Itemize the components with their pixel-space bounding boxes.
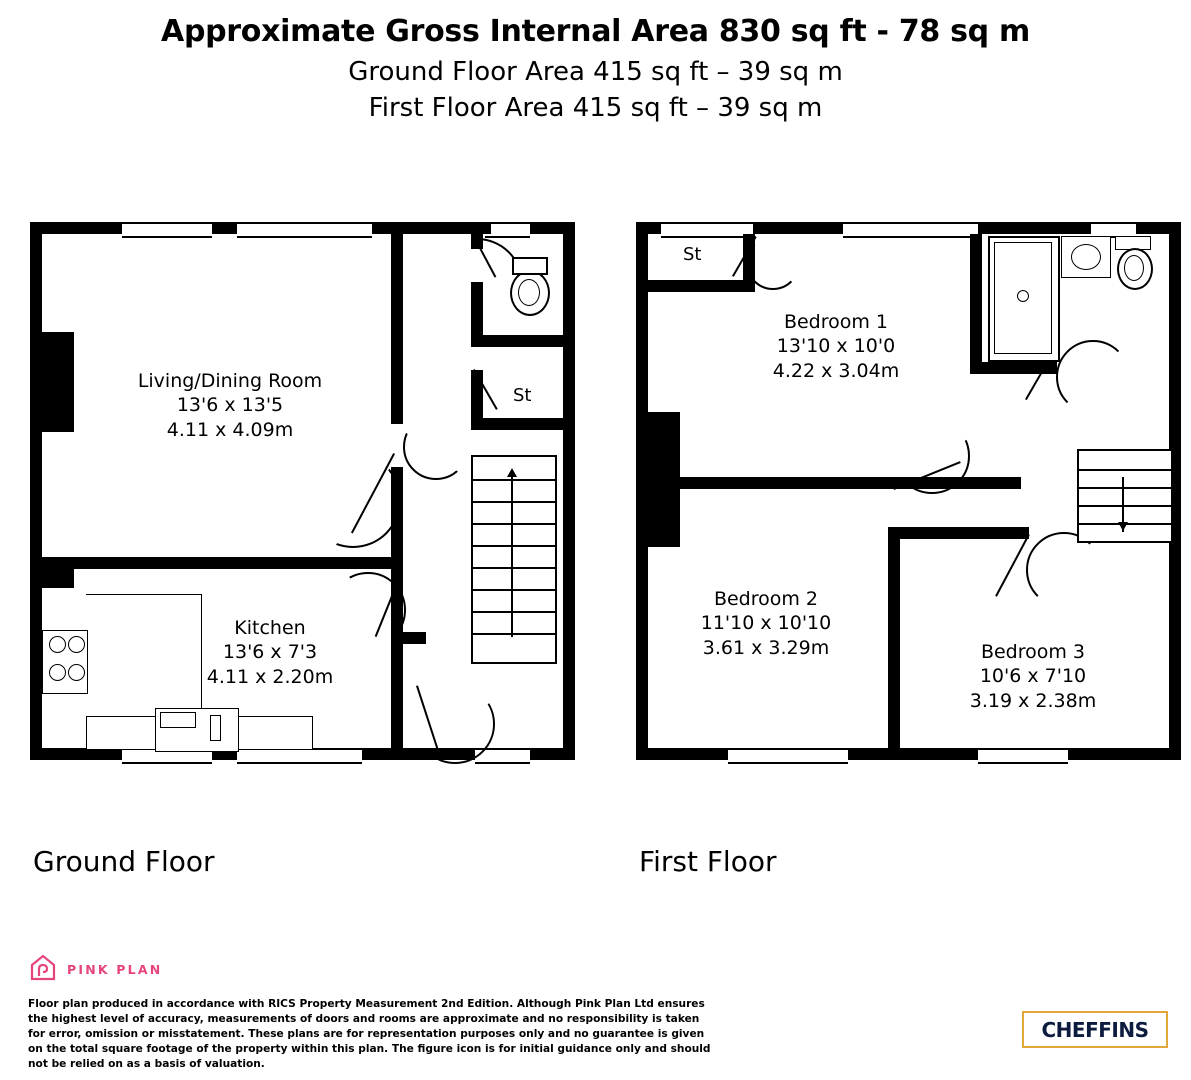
agent-logo-cheffins (1022, 1011, 1168, 1048)
wall-left-upper-ff (636, 222, 648, 412)
window-top-2 (237, 222, 372, 238)
room-dims-imperial-living-dining: 13'6 x 13'5 (176, 394, 284, 417)
first-floor-caption: First Floor (639, 845, 777, 878)
hob-ring-4 (68, 664, 85, 681)
toilet-bowl-inner-ground (518, 279, 540, 306)
window-top-1 (122, 222, 212, 238)
first-floor-plan (636, 222, 1181, 782)
door-swing-store-ff (746, 236, 800, 290)
toilet-bowl-inner-ff (1124, 255, 1144, 281)
shower-drain-ff (1017, 290, 1029, 302)
wall-internal-hall-vertical (391, 234, 403, 424)
room-dims-metric-bedroom-1: 4.22 x 3.04m (772, 359, 900, 382)
ground-floor-plan (30, 222, 575, 782)
window-bottom-2 (237, 748, 362, 764)
store-label-first: St (683, 244, 702, 265)
stair-direction-arrow-first (1118, 522, 1128, 531)
room-dims-imperial-bedroom-2: 11'10 x 10'10 (700, 612, 832, 635)
room-label-living-dining (80, 369, 380, 442)
window-top-2-ff (843, 222, 978, 238)
pink-plan-logo (28, 952, 162, 986)
wall-bottom-left-ff (636, 748, 728, 760)
wall-landing-horizontal-ff (888, 527, 994, 539)
room-label-kitchen (150, 616, 390, 689)
wall-right-upper (471, 222, 491, 234)
wall-right-outer (563, 222, 575, 760)
room-name-bedroom-2: Bedroom 2 (713, 588, 819, 610)
hob-ring-2 (68, 636, 85, 653)
wall-left-lower (30, 588, 42, 760)
door-swing-hall (403, 414, 469, 480)
door-leaf-front (416, 685, 440, 754)
wall-top-left (30, 222, 122, 234)
wall-top-right-ff (978, 222, 1097, 234)
door-swing-bedroom3-ff (1026, 532, 1102, 608)
wall-left-mid (30, 432, 42, 562)
wall-bedroom1-bottom-2-ff (981, 477, 1021, 489)
stair-direction-arrow-ground (507, 468, 517, 477)
room-dims-metric-kitchen: 4.11 x 2.20m (206, 665, 334, 688)
ground-floor-caption: Ground Floor (33, 845, 215, 878)
wall-store-bottom-ff (648, 280, 755, 292)
wall-landing-horizontal-2-ff (994, 527, 1029, 539)
wall-top-mid-ff (753, 222, 843, 234)
window-bottom-2-ff (978, 748, 1068, 764)
disclaimer-text: Floor plan produced in accordance with RICS Property Measurement 2nd Edition. Although Pink Plan Ltd ensures the highest level of accuracy, measurements of doors and rooms are approximate and no responsibility is taken for error, omission or misstatement. These plans are for representation purposes only and no guarantee is given on the total square footage of the property within this plan. The figure icon is for initial guidance only and should not be relied on as a basis of valuation. (28, 998, 711, 1071)
washbasin-bowl-ff (1071, 244, 1101, 270)
wall-top-mid (212, 222, 237, 234)
window-top-3 (485, 222, 530, 238)
staircase-ground (471, 455, 557, 664)
hob-ring-1 (49, 636, 66, 653)
stair-direction-line-ground (511, 477, 513, 637)
wall-bottom-mid-ff (848, 748, 978, 760)
wall-internal-hall-right (391, 644, 403, 748)
pink-plan-label: PINK PLAN (67, 961, 163, 977)
room-dims-metric-bedroom-3: 3.19 x 2.38m (969, 689, 1097, 712)
wall-internal-kitchen-divider (42, 557, 403, 569)
wall-bottom-mid-2 (362, 748, 391, 760)
house-icon (28, 952, 58, 986)
sink-drainer (160, 712, 196, 728)
gross-internal-area-title: Approximate Gross Internal Area 830 sq ft - 78 sq m (161, 14, 1030, 49)
room-name-living-dining: Living/Dining Room (137, 370, 323, 392)
store-label-ground: St (513, 385, 532, 406)
door-leaf-bedroom3-ff (995, 534, 1030, 597)
room-label-bedroom-2 (646, 587, 886, 660)
room-label-bedroom-1 (696, 310, 976, 383)
room-name-kitchen: Kitchen (234, 617, 306, 639)
wall-store-bottom (471, 418, 563, 430)
wall-bathroom-bottom-ff (970, 362, 1032, 374)
ground-floor-area-subtitle: Ground Floor Area 415 sq ft – 39 sq m (348, 57, 843, 87)
toilet-cistern-ground (512, 257, 548, 275)
room-name-bedroom-3: Bedroom 3 (980, 641, 1086, 663)
wall-bottom-right-ff (1068, 748, 1181, 760)
agent-name-label: CHEFFINS (1041, 1017, 1149, 1042)
window-top-1-ff (661, 222, 753, 238)
first-floor-area-subtitle: First Floor Area 415 sq ft – 39 sq m (368, 93, 823, 123)
wall-landing-vertical-ff (888, 527, 900, 760)
wall-left-chimney (30, 332, 74, 432)
door-swing-bathroom-ff (1056, 340, 1130, 414)
wall-left-upper (30, 222, 42, 332)
wall-left-chimney-ff (636, 412, 680, 547)
room-dims-imperial-bedroom-3: 10'6 x 7'10 (979, 665, 1087, 688)
room-dims-metric-living-dining: 4.11 x 4.09m (166, 418, 294, 441)
window-bottom-1-ff (728, 748, 848, 764)
wall-wc-bottom (471, 335, 563, 347)
sink-tap (210, 715, 221, 741)
room-label-bedroom-3 (908, 640, 1158, 713)
room-dims-metric-bedroom-2: 3.61 x 3.29m (702, 636, 830, 659)
wall-bottom-left (30, 748, 122, 760)
plan-heading (0, 14, 1191, 123)
room-name-bedroom-1: Bedroom 1 (783, 311, 889, 333)
hob-ring-3 (49, 664, 66, 681)
room-dims-imperial-bedroom-1: 13'10 x 10'0 (776, 335, 896, 358)
room-dims-imperial-kitchen: 13'6 x 7'3 (222, 641, 318, 664)
